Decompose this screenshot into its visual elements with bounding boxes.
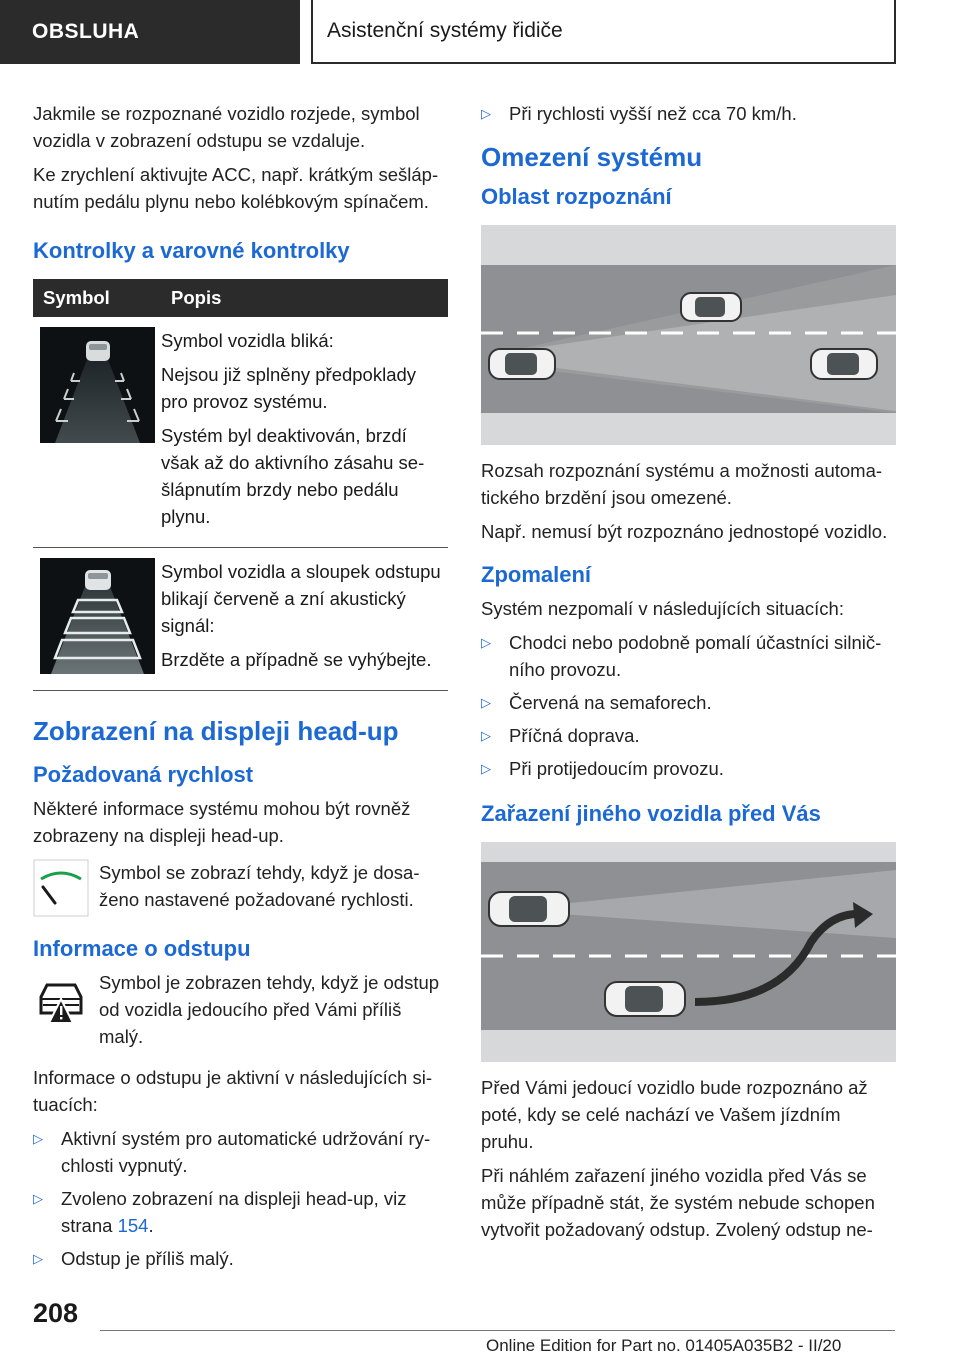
table-row: [33, 317, 448, 548]
hud-distance-text: Symbol je zobrazen tehdy, když je odstup od vozidla jedoucího před Vámi příliš malý.: [99, 972, 440, 1047]
hud-speed-row: [33, 859, 448, 917]
table-row: [33, 548, 448, 691]
list-item: ▷ Příčná doprava.: [481, 722, 896, 749]
cut-in-diagram: [481, 842, 896, 1062]
intro-paragraph: Ke zrychlení aktivujte ACC, např. krátkým sešlápnutím pedálu plynu nebo kolébkovým spínačem.: [33, 164, 439, 212]
desc-text: Symbol vozidla a sloupek odstupu blikají červeně a zní akustický signál:: [161, 561, 441, 636]
left-column: [33, 100, 448, 1278]
oblast-paragraph: Rozsah rozpoznání systému a možnosti automatického brzdění jsou omezené.: [481, 460, 883, 508]
page-header: [0, 0, 960, 66]
odstup-paragraph: Informace o odstupu je aktivní v následujících situacích:: [33, 1067, 432, 1115]
oblast-paragraph: Např. nemusí být rozpoznáno jednostopé vozidlo.: [481, 521, 888, 542]
vehicle-blink-icon: [40, 327, 155, 443]
heading-oblast: Oblast rozpoznání: [481, 184, 672, 209]
heading-zarazeni: Zařazení jiného vozidla před Vás: [481, 801, 821, 826]
bullet-triangle-icon: ▷: [33, 1191, 43, 1206]
list-item: ▷ Červená na semaforech.: [481, 689, 896, 716]
edition-note: Online Edition for Part no. 01405A035B2 - II/20: [486, 1336, 842, 1355]
zarazeni-paragraph: Před Vámi jedoucí vozidlo bude rozpoznáno až poté, kdy se celé nachází ve Vašem jízdním pruhu.: [481, 1077, 868, 1152]
zarazeni-paragraph: Při náhlém zařazení jiného vozidla před Vás se může případně stát, že systém nebude schopen vytvořit požadovaný odstup. Zvolený odstup ne-: [481, 1165, 875, 1240]
bullet-triangle-icon: ▷: [481, 635, 491, 650]
heading-zpomaleni: Zpomalení: [481, 562, 592, 587]
zpomaleni-paragraph: Systém nezpomalí v následujících situacích:: [481, 598, 844, 619]
odstup-list: [33, 1125, 448, 1272]
desc-text: Symbol vozidla bliká:: [161, 330, 334, 351]
heading-omezeni: Omezení systému: [481, 142, 703, 172]
section-tab: OBSLUHA: [0, 0, 300, 64]
bullet-triangle-icon: ▷: [481, 695, 491, 710]
list-item: ▷ Odstup je příliš malý.: [33, 1245, 448, 1272]
zpomaleni-list: [481, 629, 896, 782]
hud-speed-text: Symbol se zobrazí tehdy, když je dosaženo nastavené požadované rychlosti.: [99, 862, 420, 910]
page-link[interactable]: 154: [117, 1215, 149, 1236]
heading-odstup: Informace o odstupu: [33, 936, 251, 961]
bullet-triangle-icon: ▷: [481, 761, 491, 776]
vehicle-distance-icon: [40, 558, 155, 674]
car-warning-icon: [33, 969, 89, 1027]
page-number: 208: [33, 1298, 79, 1328]
right-column: [481, 100, 896, 1250]
list-item: ▷ Při rychlosti vyšší než cca 70 km/h.: [481, 100, 896, 127]
intro-paragraph: Jakmile se rozpoznané vozidlo rozjede, symbol vozidla v zobrazení odstupu se vzdaluje.: [33, 103, 420, 151]
col-header-symbol: Symbol: [33, 279, 161, 317]
list-item: ▷ Chodci nebo podobně pomalí účastníci silničního provozu.: [481, 629, 896, 683]
bullet-triangle-icon: ▷: [33, 1131, 43, 1146]
heading-rychlost: Požadovaná rychlost: [33, 762, 254, 787]
list-item: ▷ Aktivní systém pro automatické udržování rychlosti vypnutý.: [33, 1125, 448, 1179]
bullet-triangle-icon: ▷: [481, 728, 491, 743]
chapter-title: Asistenční systémy řidiče: [311, 0, 896, 64]
heading-kontrolky: Kontrolky a varovné kontrolky: [33, 238, 350, 263]
speed-bullet-list: [481, 100, 896, 127]
bullet-triangle-icon: ▷: [481, 106, 491, 121]
list-item: ▷ Při protijedoucím provozu.: [481, 755, 896, 782]
car-icon: [681, 293, 741, 321]
heading-hud: Zobrazení na displeji head-up: [33, 716, 399, 746]
footer-divider: [100, 1330, 895, 1331]
desc-text: Systém byl deaktivován, brzdí však až do aktivního zásahu sešlápnutím brzdy nebo pedálu plynu.: [161, 425, 425, 527]
detection-range-diagram: [481, 225, 896, 445]
symbol-table: [33, 279, 448, 691]
rychlost-paragraph: Některé informace systému mohou být rovněž zobrazeny na displeji head-up.: [33, 798, 411, 846]
desc-text: Nejsou již splněny předpoklady pro provoz systému.: [161, 364, 417, 412]
col-header-popis: Popis: [161, 279, 448, 317]
list-item: ▷ Zvoleno zobrazení na displeji head-up, viz strana 154.: [33, 1185, 448, 1239]
desc-text: Brzděte a případně se vyhýbejte.: [161, 649, 432, 670]
speed-arc-icon: [33, 859, 89, 917]
bullet-triangle-icon: ▷: [33, 1251, 43, 1266]
hud-distance-row: [33, 969, 448, 1050]
